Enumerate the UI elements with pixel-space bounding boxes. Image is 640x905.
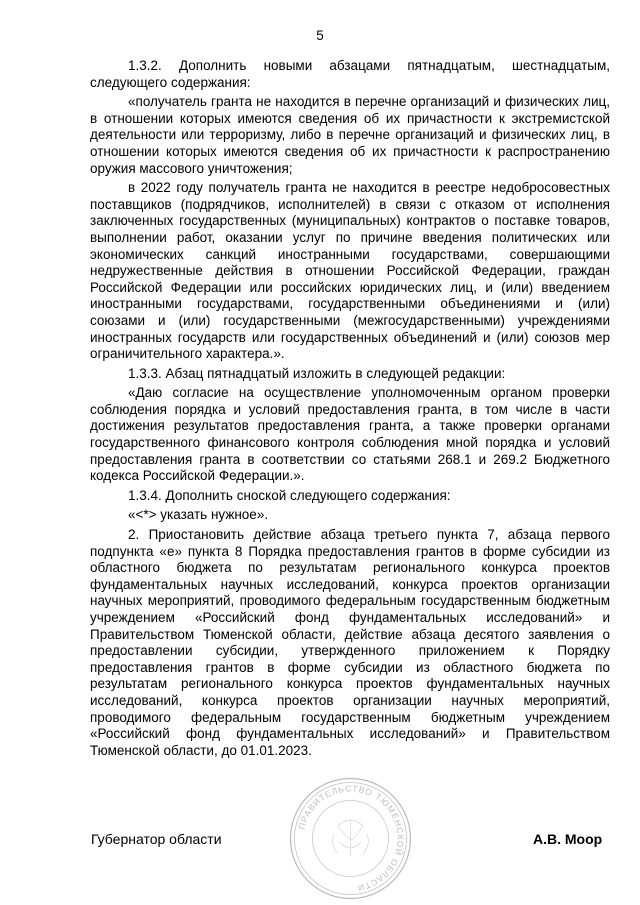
- document-body: [90, 58, 610, 762]
- paragraph-2022-registry: в 2022 году получатель гранта не находится в реестре недобросовестных поставщиков (подрядчиков, исполнителей) в связи с отказом от исполнения заключенных государственных (муниципальных) контрактов о поставке товаров, выполнении работ, оказании услуг по причине введения политических или экономических санкций иностранными государствами, совершающими недружественные действия в отношении Российской Федерации, граждан Российской Федерации или российских юридических лиц, и (или) введением иностранными государствами, государственными объединениями и (или) союзами и (или) государственными (межгосударственными) учреждениями иностранных государств или государственных объединений и (или) союзов мер ограничительного характера.».: [90, 180, 610, 362]
- paragraph-1-3-3: 1.3.3. Абзац пятнадцатый изложить в следующей редакции:: [128, 365, 506, 381]
- paragraph-footnote: «<*> указать нужное».: [128, 507, 269, 523]
- paragraph-consent: «Даю согласие на осуществление уполномоченным органом проверки соблюдения порядка и условий предоставления гранта, в том числе в части достижения результатов предоставления гранта, а также проверки органами государственного финансового контроля соблюдения мной порядка и условий предоставления гранта в соответствии со статьями 268.1 и 269.2 Бюджетного кодекса Российской Федерации.».: [90, 385, 610, 484]
- signature-name: А.В. Моор: [533, 831, 603, 847]
- svg-text:ПРАВИТЕЛЬСТВО ТЮМЕНСКОЙ ОБЛАСТ: ПРАВИТЕЛЬСТВО ТЮМЕНСКОЙ ОБЛАСТИ: [296, 783, 406, 894]
- signature-position: Губернатор области: [91, 831, 222, 847]
- page-number: 5: [316, 28, 324, 43]
- paragraph-1-3-2: 1.3.2. Дополнить новыми абзацами пятнадцатым, шестнадцатым, следующего содержания:: [90, 58, 610, 90]
- paragraph-2-suspend: 2. Приостановить действие абзаца третьего пункта 7, абзаца первого подпункта «е» пункта 8 Порядка предоставления грантов в форме субсидии из областного бюджета по результатам регионального конкурса проектов фундаментальных научных исследований, конкурса проектов организации научных мероприятий, проводимого федеральным государственным бюджетным учреждением «Российский фонд фундаментальных исследований» и Правительством Тюменской области, действие абзаца десятого заявления о предоставлении субсидии, утвержденного приложением к Порядку предоставления грантов в форме субсидии из областного бюджета по результатам регионального конкурса проектов фундаментальных научных исследований, конкурса проектов организации научных мероприятий, проводимого федеральным государственным бюджетным учреждением «Российский фонд фундаментальных исследований» и Правительством Тюменской области, до 01.01.2023.: [90, 527, 610, 758]
- official-seal-stamp: [288, 776, 413, 901]
- paragraph-grant-recipient-list: «получатель гранта не находится в перечне организаций и физических лиц, в отношении которых имеются сведения об их причастности к экстремистской деятельности или терроризму, либо в перечне организаций и физических лиц, в отношении которых имеются сведения об их причастности к распространению оружия массового уничтожения;: [90, 94, 610, 176]
- paragraph-1-3-4: 1.3.4. Дополнить сноской следующего содержания:: [128, 487, 451, 503]
